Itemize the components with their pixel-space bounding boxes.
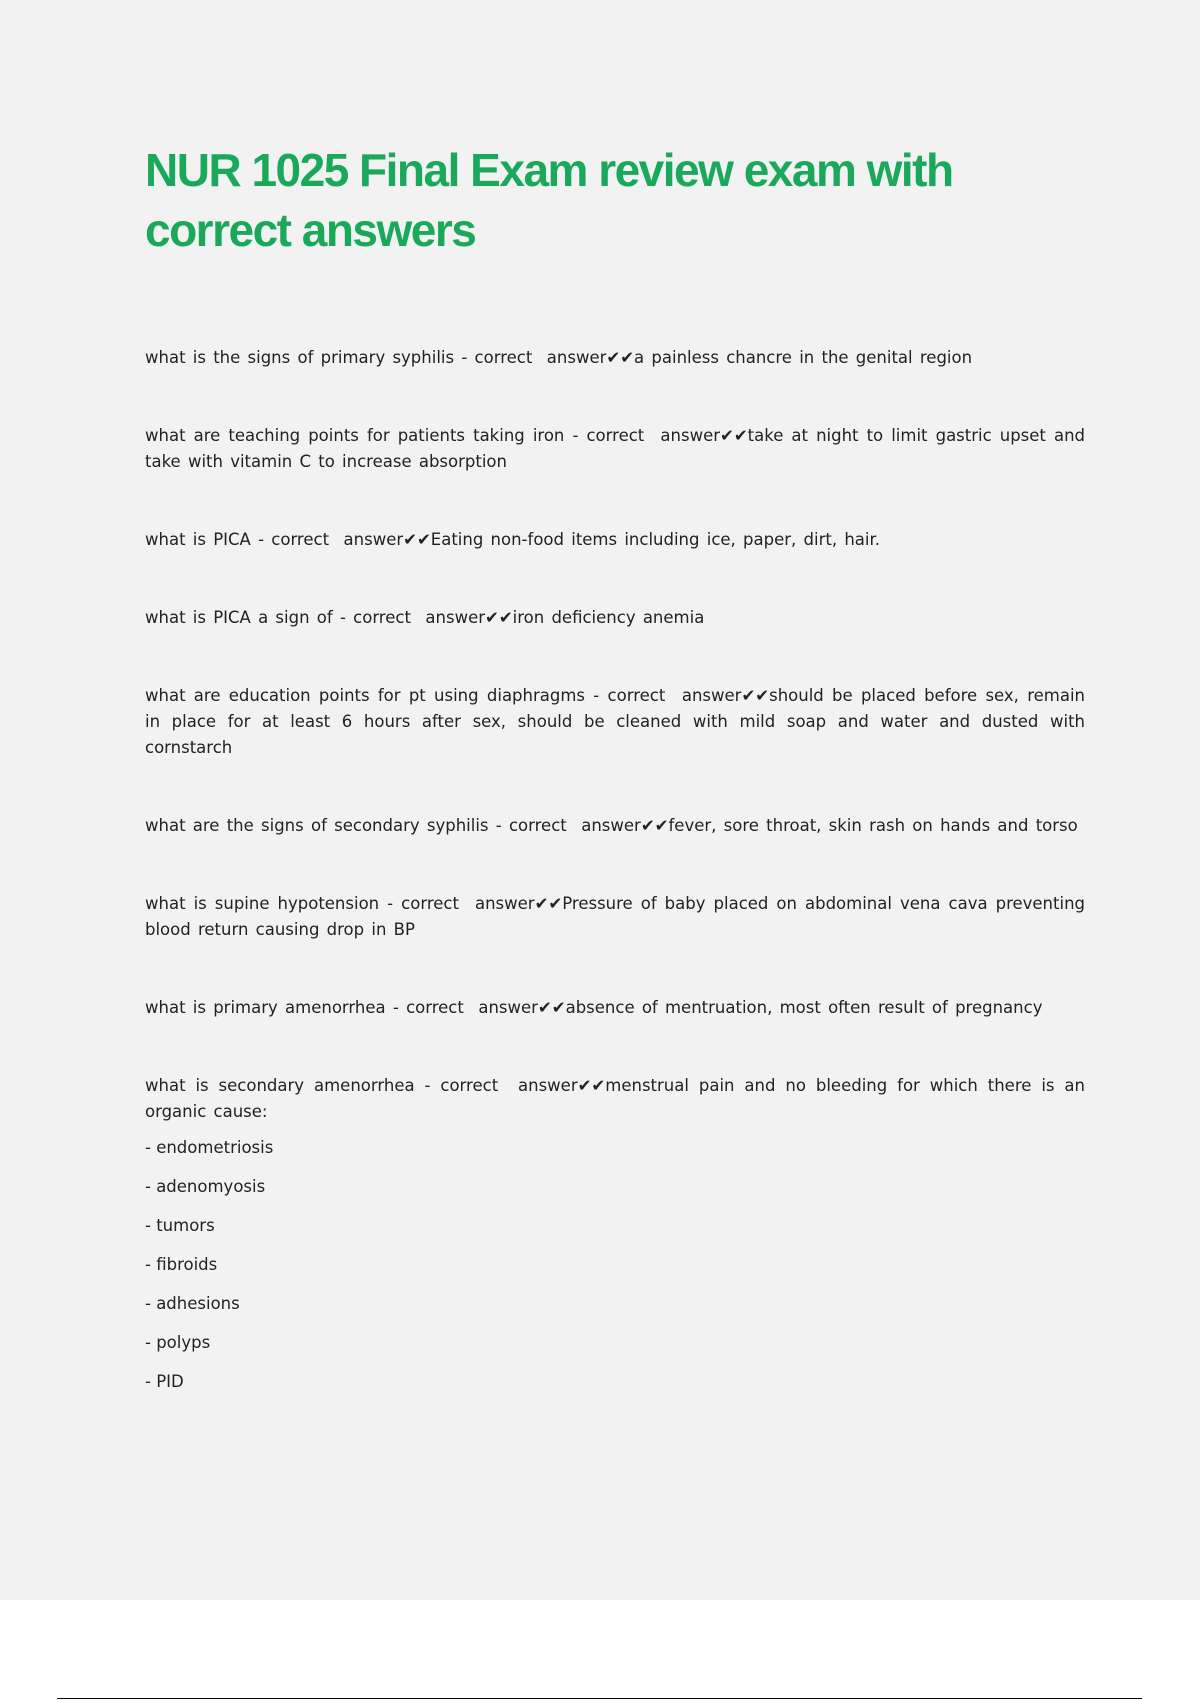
qa-item [145,683,1085,761]
qa-item [145,813,1085,839]
cause-item: - polyps [145,1333,211,1352]
document-title: NUR 1025 Final Exam review exam with correct answers [145,144,953,256]
answer-separator: - correct answer✔✔ [332,608,513,627]
qa-item [145,605,1085,631]
answer-text: iron deficiency anemia [512,608,705,627]
answer-separator: - correct answer✔✔ [488,816,669,835]
answer-separator: - correct answer✔✔ [454,348,635,367]
answer-separator: - correct answer✔✔ [385,998,566,1017]
question-text: what is primary amenorrhea [145,998,386,1017]
cause-item: - adhesions [145,1294,240,1313]
answer-text: fever, sore throat, skin rash on hands and torso [668,816,1078,835]
answer-text: absence of mentruation, most often result of pregnancy [565,998,1043,1017]
question-text: what are the signs of secondary syphilis [145,816,489,835]
qa-item [145,995,1085,1021]
question-text: what is PICA a sign of [145,608,333,627]
answer-text: Pressure of baby placed on abdominal vena cava preventing blood return causing drop in BP [145,894,1086,939]
causes-list [145,1135,1085,1395]
answer-text: take at night to limit gastric upset and take with vitamin C to increase absorption [145,426,1086,471]
qa-item [145,345,1085,371]
document-content [145,140,1085,1408]
answer-text: Eating non-food items including ice, paper, dirt, hair. [430,530,880,549]
question-text: what are teaching points for patients taking iron [145,426,565,445]
cause-item: - tumors [145,1216,215,1235]
answer-text: a painless chancre in the genital region [634,348,973,367]
question-text: what is secondary amenorrhea [145,1076,415,1095]
question-text: what is the signs of primary syphilis [145,348,455,367]
answer-separator: - correct answer✔✔ [564,426,748,445]
qa-item [145,423,1085,475]
answer-separator: - correct answer✔✔ [250,530,431,549]
answer-separator: - correct answer✔✔ [379,894,563,913]
cause-item: - adenomyosis [145,1177,266,1196]
cause-item: - endometriosis [145,1138,274,1157]
qa-item [145,891,1085,943]
answer-text: should be placed before sex, remain in place for at least 6 hours after sex, should be cleaned with mild soap and water and dusted with cornstarch [145,686,1086,757]
answer-separator: - correct answer✔✔ [585,686,770,705]
qa-item [145,527,1085,553]
question-text: what is supine hypotension [145,894,380,913]
cause-item: - PID [145,1372,184,1391]
answer-text: menstrual pain and no bleeding for which there is an organic cause: [145,1076,1085,1121]
cause-item: - fibroids [145,1255,218,1274]
qa-item [145,1073,1085,1125]
footer-divider [57,1698,1142,1699]
question-text: what is PICA [145,530,251,549]
qa-list [145,345,1085,1395]
question-text: what are education points for pt using diaphragms [145,686,586,705]
answer-separator: - correct answer✔✔ [414,1076,606,1095]
